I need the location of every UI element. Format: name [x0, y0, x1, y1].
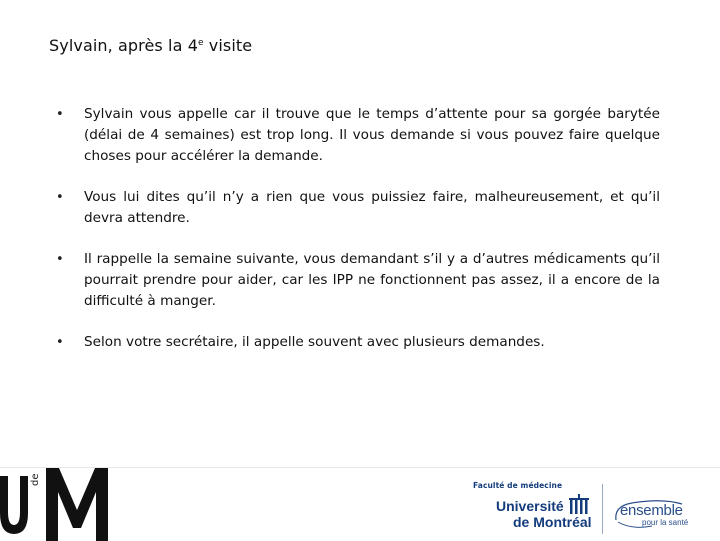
bullet-text: Vous lui dites qu’il n’y a rien que vous puissiez faire, malheureusement, et qu’il devra attendre.: [84, 189, 660, 226]
bullet-text: Il rappelle la semaine suivante, vous demandant s’il y a d’autres médicaments qu’il pourrait prendre pour aider, car les IPP ne fonctionnent pas assez, il a encore de la difficulté à manger.: [84, 251, 660, 309]
bullet-item-4: [56, 332, 660, 353]
bullet-text: Selon votre secrétaire, il appelle souvent avec plusieurs demandes.: [84, 334, 545, 350]
bullet-marker: •: [56, 190, 64, 205]
bullet-marker: •: [56, 252, 64, 267]
ensemble-logo: [612, 498, 716, 532]
bullet-item-1: [56, 104, 660, 167]
slide-title-end: visite: [203, 36, 253, 55]
udem-pavilion-icon: [567, 494, 595, 516]
um-logo-prefix: de: [30, 473, 41, 486]
bullet-marker: •: [56, 107, 64, 122]
bullet-list: [56, 104, 660, 373]
ensemble-wordmark: ensemble: [620, 502, 683, 519]
footer-banner: [0, 467, 720, 541]
university-name-line1: Université: [496, 498, 564, 514]
slide-title-text: Sylvain, après la 4: [49, 36, 198, 55]
logo-divider: [602, 484, 603, 534]
udem-um-logo-icon: [0, 468, 115, 541]
bullet-marker: •: [56, 335, 64, 350]
slide-title: [49, 36, 252, 55]
slide-title-superscript: e: [197, 38, 204, 48]
bullet-item-2: [56, 187, 660, 229]
ensemble-tagline: pour la santé: [642, 518, 689, 527]
university-name-line2: de Montréal: [513, 514, 592, 530]
faculty-label: Faculté de médecine: [473, 481, 563, 490]
bullet-item-3: [56, 249, 660, 312]
bullet-text: Sylvain vous appelle car il trouve que le temps d’attente pour sa gorgée barytée (délai de 4 semaines) est trop long. Il vous demande si vous pouvez faire quelque choses pour accélérer la demande.: [84, 106, 660, 164]
